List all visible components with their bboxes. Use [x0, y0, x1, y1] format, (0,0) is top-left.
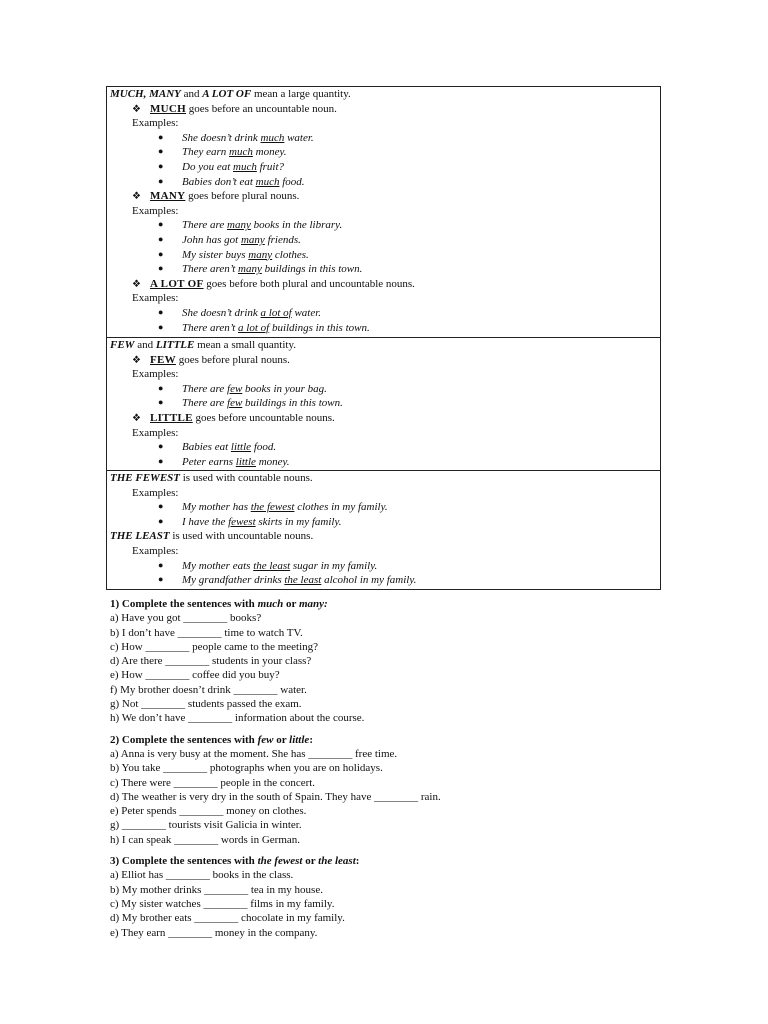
diamond-icon: ❖ — [132, 412, 141, 424]
example-item: ● My sister buys many clothes. — [158, 248, 309, 261]
bullet-icon: ● — [158, 321, 164, 332]
bullet-icon: ● — [158, 146, 164, 157]
example-item: ● My grandfather drinks the least alcohol in my family. — [158, 574, 417, 587]
rules-much-many-section — [107, 87, 661, 338]
exercise-item: f) My brother doesn’t drink ________ water. — [110, 683, 307, 696]
exercise-item: h) We don’t have ________ information about the course. — [110, 712, 365, 725]
exercise-item: e) Peter spends ________ money on clothes. — [110, 805, 307, 818]
rules-fewest-least-section — [107, 471, 661, 590]
fewest-rule: THE FEWEST is used with countable nouns. — [110, 472, 313, 484]
exercise-item: d) My brother eats ________ chocolate in my family. — [110, 912, 345, 925]
much-rule: ❖ MUCH goes before an uncountable noun. — [110, 102, 660, 117]
a-lot-of-rule: ❖ A LOT OF goes before both plural and uncountable nouns. — [110, 277, 660, 292]
examples-label: Examples: — [132, 368, 179, 381]
exercise-item: e) How ________ coffee did you buy? — [110, 669, 280, 682]
exercise-item: c) My sister watches ________ films in my family. — [110, 897, 335, 910]
example-item: ● I have the fewest skirts in my family. — [158, 515, 342, 528]
few-little-intro: FEW and LITTLE mean a small quantity. — [110, 339, 296, 351]
example-item: ● My mother eats the least sugar in my family. — [158, 559, 378, 572]
bullet-icon: ● — [158, 382, 164, 393]
bullet-icon: ● — [158, 397, 164, 408]
bullet-icon: ● — [158, 248, 164, 259]
bullet-icon: ● — [158, 263, 164, 274]
exercise-3-title: 3) Complete the sentences with the fewest or the least: — [110, 855, 360, 868]
exercise-item: b) You take ________ photographs when you are on holidays. — [110, 762, 383, 775]
exercise-item: c) How ________ people came to the meeting? — [110, 640, 319, 653]
exercise-item: g) ________ tourists visit Galicia in winter. — [110, 819, 302, 832]
exercise-item: d) The weather is very dry in the south of Spain. They have ________ rain. — [110, 790, 441, 803]
grammar-rules-table — [106, 86, 661, 590]
little-rule: ❖ LITTLE goes before uncountable nouns. — [110, 411, 660, 426]
bullet-icon: ● — [158, 574, 164, 585]
exercise-item: d) Are there ________ students in your class? — [110, 655, 312, 668]
example-item: ● Babies eat little food. — [158, 441, 277, 454]
example-item: ● There are few buildings in this town. — [158, 397, 343, 410]
exercise-item: h) I can speak ________ words in German. — [110, 833, 301, 846]
bullet-icon: ● — [158, 515, 164, 526]
exercise-2-title: 2) Complete the sentences with few or little: — [110, 733, 313, 746]
example-item: ● There are few books in your bag. — [158, 382, 327, 395]
example-item: ● My mother has the fewest clothes in my family. — [158, 501, 388, 514]
example-item: ● They earn much money. — [158, 146, 287, 159]
bullet-icon: ● — [158, 233, 164, 244]
examples-label: Examples: — [132, 486, 179, 499]
bullet-icon: ● — [158, 501, 164, 512]
bullet-icon: ● — [158, 175, 164, 186]
many-rule: ❖ MANY goes before plural nouns. — [110, 189, 660, 204]
examples-label: Examples: — [132, 117, 179, 130]
example-item: ● John has got many friends. — [158, 233, 301, 246]
exercises — [110, 597, 670, 940]
bullet-icon: ● — [158, 559, 164, 570]
exercise-item: a) Elliot has ________ books in the class. — [110, 869, 294, 882]
exercise-item: b) I don’t have ________ time to watch TV. — [110, 626, 303, 639]
exercise-1-title: 1) Complete the sentences with much or many: — [110, 598, 328, 610]
example-item: ● Babies don’t eat much food. — [158, 175, 305, 188]
exercise-item: a) Have you got ________ books? — [110, 612, 262, 625]
bullet-icon: ● — [158, 219, 164, 230]
example-item: ● There aren’t many buildings in this town. — [158, 263, 363, 276]
examples-label: Examples: — [132, 426, 179, 439]
rules-few-little-section — [107, 338, 661, 471]
example-item: ● Peter earns little money. — [158, 455, 290, 468]
bullet-icon: ● — [158, 455, 164, 466]
diamond-icon: ❖ — [132, 103, 141, 115]
example-item: ● There are many books in the library. — [158, 219, 343, 232]
diamond-icon: ❖ — [132, 354, 141, 366]
few-rule: ❖ FEW goes before plural nouns. — [110, 353, 660, 368]
least-rule: THE LEAST is used with uncountable nouns. — [110, 530, 314, 543]
bullet-icon: ● — [158, 160, 164, 171]
exercise-item: g) Not ________ students passed the exam. — [110, 698, 302, 711]
exercise-item: c) There were ________ people in the concert. — [110, 776, 316, 789]
much-many-intro: MUCH, MANY and A LOT OF mean a large quantity. — [110, 88, 351, 100]
exercise-item: a) Anna is very busy at the moment. She has ________ free time. — [110, 747, 398, 760]
example-item: ● She doesn’t drink much water. — [158, 131, 314, 144]
bullet-icon: ● — [158, 131, 164, 142]
exercise-item: e) They earn ________ money in the company. — [110, 926, 318, 939]
bullet-icon: ● — [158, 306, 164, 317]
examples-label: Examples: — [132, 292, 179, 305]
example-item: ● There aren’t a lot of buildings in this town. — [158, 321, 370, 334]
example-item: ● Do you eat much fruit? — [158, 160, 285, 173]
diamond-icon: ❖ — [132, 191, 141, 203]
diamond-icon: ❖ — [132, 278, 141, 290]
exercise-item: b) My mother drinks ________ tea in my house. — [110, 883, 323, 896]
examples-label: Examples: — [132, 544, 179, 557]
examples-label: Examples: — [132, 204, 179, 217]
bullet-icon: ● — [158, 441, 164, 452]
example-item: ● She doesn’t drink a lot of water. — [158, 306, 322, 319]
